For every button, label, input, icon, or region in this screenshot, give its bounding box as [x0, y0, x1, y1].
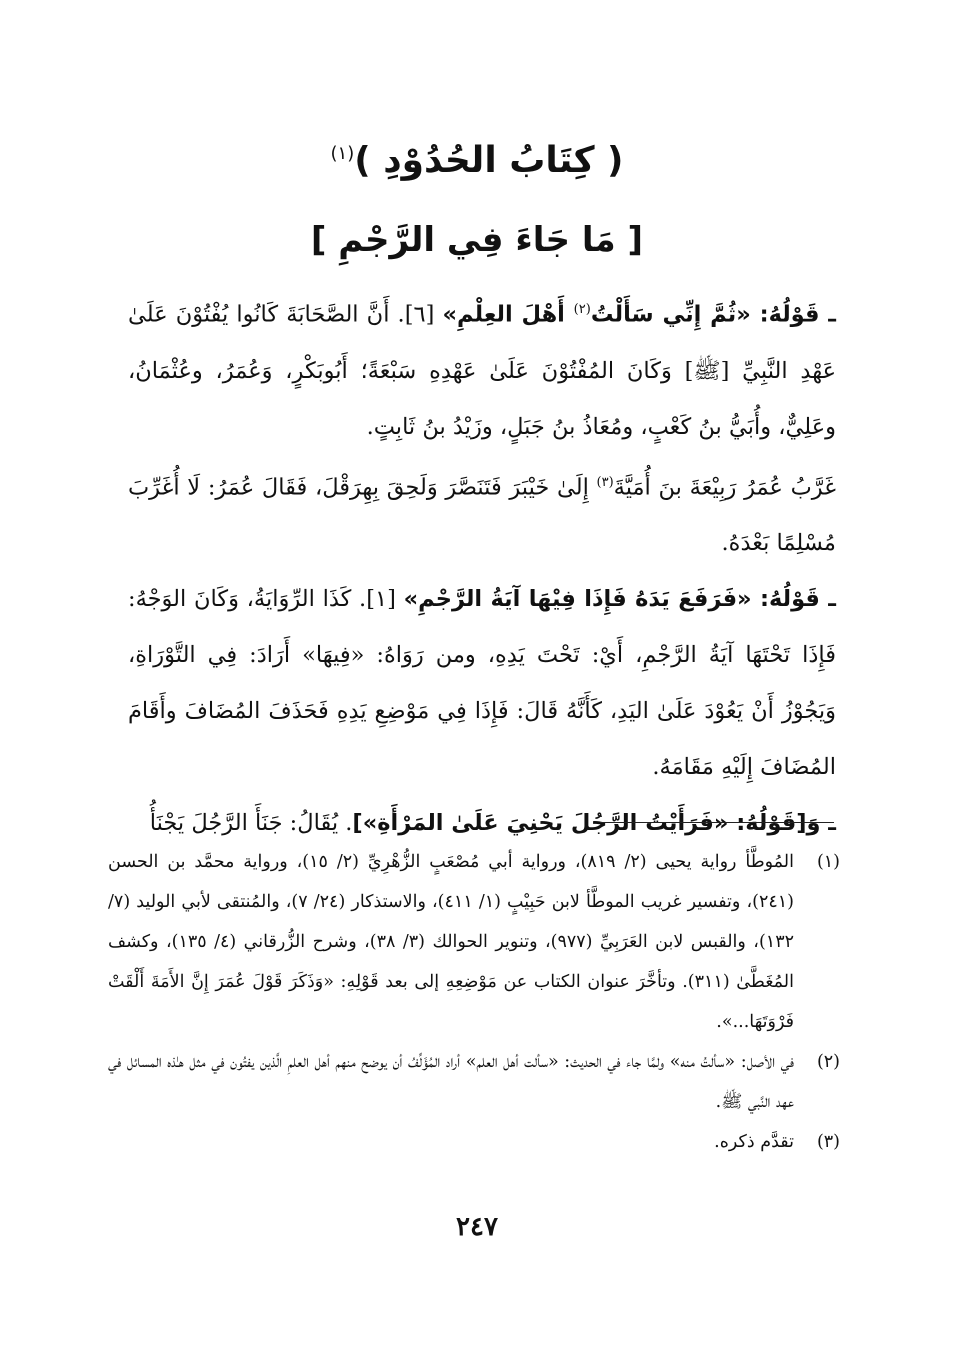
- paragraph-text: غَرَّبُ عُمَرُ رَبِيْعَةَ بنَ أُمَيَّةَ: [613, 474, 836, 500]
- footnote-text: المُوطَّأ رواية يحيى (٢/ ٨١٩)، ورواية أبي مُصْعَبٍ الزُّهْرِيِّ (٢/ ١٥)، ورواية محمَّد بن الحسن (٢٤١)، وتفسير غريب الموطَّأ لابن حَبِيْبٍ (١/ ٤١١)، والاستذكار (٢٤/ ٧)، والمُنتقى لأبي الوليد (٧/ ١٣٢)، والقبس لابن العَرَبِيِّ (٩٧٧)، وتنوير الحوالك (٣/ ٣٨)، وشرح الزُّرقاني (٤/ ١٣٥)، وكشف المُغَطَّىٰ (٣١١). وتأخَّرَ عنوان الكتاب عن مَوْضِعِهِ إلى بعد قَوْلِهِ: «وَذَكَرَ قَوْلَ عُمَرَ إِنَّ الأَمَةَ أَلْقَتْ فَرْوَتَهَا...».: [108, 852, 794, 1032]
- quote-highlight: أَهْلَ العِلْمِ»: [442, 301, 574, 328]
- footnotes: [108, 842, 840, 1162]
- main-text: [128, 282, 836, 851]
- quote-highlight: ـ وَ[قَوْلُهُ: «فَرَأَيْتُ الرَّجُلَ يَحْنِيَ عَلَىٰ المَرْأَةِ»]: [352, 810, 836, 836]
- paragraph-2: [128, 455, 836, 572]
- paragraph-3: [128, 571, 836, 795]
- paragraph-text: [٦]. أَنَّ الصَّحَابَةَ كَانُوا يُفْتُوْنَ عَلَىٰ عَهْدِ النَّبِيِّ [ﷺ] وَكَانَ المُفْتُوْنَ عَلَىٰ عَهْدِهِ سَبْعَةً؛ أَبُوبَكْرٍ، وَعُمَرُ، وعُثْمَانُ، وعَلِيٌّ، وأُبَيُّ بنُ كَعْبٍ، ومُعَاذُ بنُ جَبَلٍ، وزَيْدُ بنُ ثَابِتٍ.: [128, 301, 836, 440]
- footnote-number: (٣): [816, 1132, 840, 1152]
- footnote-number: (١): [816, 852, 840, 872]
- footnote-ref: (١): [330, 143, 355, 164]
- quote-highlight: ـ قَوْلُهُ: «ثُمَّ إِنِّي سَأَلْتُ: [590, 301, 836, 328]
- footnote-ref: (٣): [596, 474, 614, 490]
- quote-highlight: ـ قَوْلُهُ: «فَرَفَعَ يَدَهُ فَإِذَا فِيْهَا آيَةُ الرَّجْمِ»: [403, 586, 836, 612]
- chapter-title-text: ( كِتَابُ الحُدُوْدِ ): [354, 140, 624, 181]
- footnote-divider: [600, 822, 834, 823]
- section-heading: [ مَا جَاءَ فِي الرَّجْمِ ]: [310, 220, 644, 260]
- paragraph-text: إِلَىٰ خَيْبَرَ فَتَنَصَّرَ وَلَحِقَ بِهِرَقْلَ، فَقَالَ عُمَرُ: لَا أُغَرِّبَ مُسْلِمًا بَعْدَهُ.: [128, 474, 836, 556]
- footnote-text: في الأصل: «سألتُ منه» ولمَّا جاء في الحديث: «سألت أهل العلم» أراد المُؤَلِّفُ أن يوضح منهم أهل العلمِ الَّذين يفتُون في مثل هـٰذه المسائل في عهد النَّبي ﷺ.: [108, 1052, 794, 1112]
- footnote-item: [108, 842, 840, 1042]
- footnote-number: (٢): [816, 1052, 840, 1072]
- footnote-text: تقدَّم ذكره.: [714, 1132, 794, 1152]
- footnote-item: [108, 1122, 840, 1162]
- chapter-title: [0, 140, 954, 181]
- paragraph-text: . يُقَالُ: جَنَأَ الرَّجُلَ يَجْنَأُ: [149, 810, 353, 836]
- page-number: ٢٤٧: [456, 1212, 498, 1242]
- paragraph-1: [128, 282, 836, 455]
- footnote-item: [108, 1042, 840, 1122]
- footnote-ref: (٢): [573, 302, 591, 317]
- paragraph-text: [١]. كَذَا الرِّوَايَةُ، وَكَانَ الوَجْهُ: فَإِذَا تَحْتَهَا آيَةُ الرَّجْمِ، أَيْ: تَحْتَ يَدِهِ، ومن رَوَاهُ: «فِيهَا» أَرَادَ: فِي التَّوْرَاةِ، وَيَجُوْزُ أَنْ يَعُوْدَ عَلَىٰ اليَدِ، كَأَنَّهُ قَالَ: فَإِذَا فِي مَوْضِعِ يَدِهِ فَحَذَفَ المُضَافَ وأَقَامَ المُضَافَ إِلَيْهِ مَقَامَهُ.: [128, 586, 836, 780]
